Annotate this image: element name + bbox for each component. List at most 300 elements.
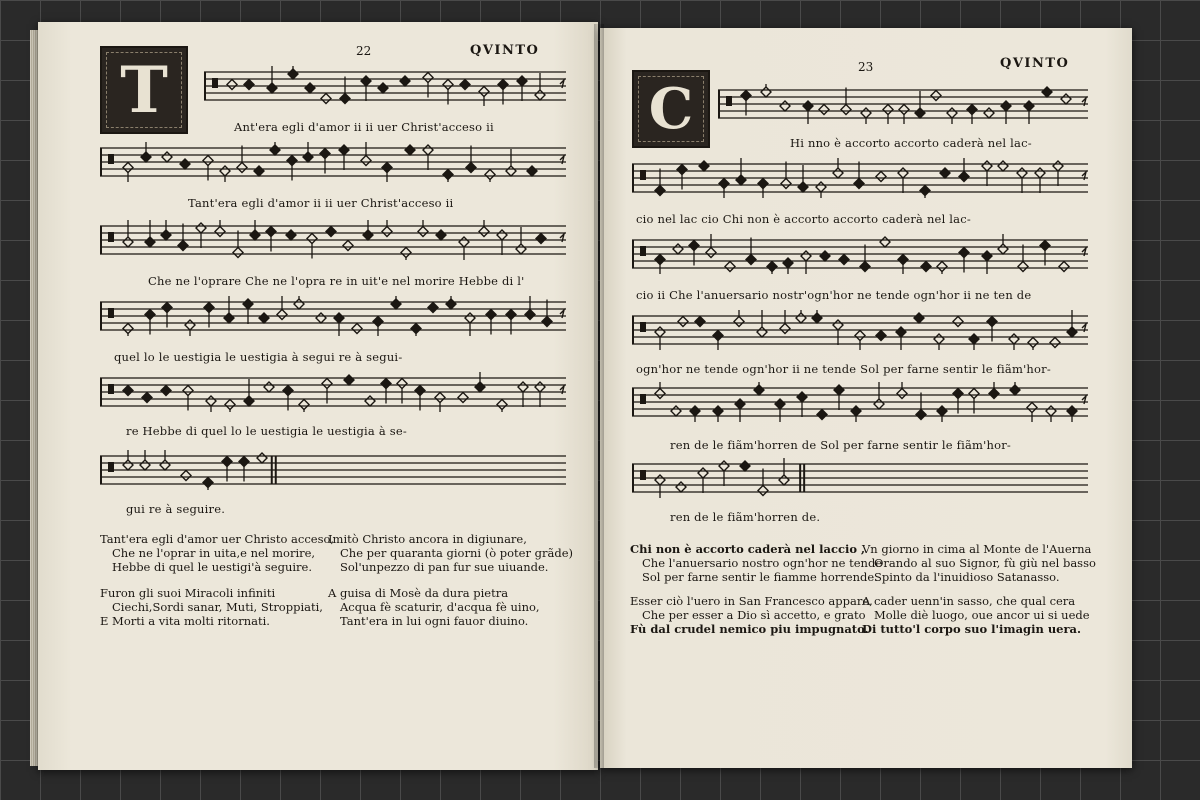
note-icon xyxy=(443,80,453,90)
note-icon xyxy=(690,406,700,416)
note-icon xyxy=(953,389,963,399)
note-icon xyxy=(288,69,298,79)
verse-line: E Morti a vita molti ritornati. xyxy=(100,614,270,628)
verse-line: Tant'era egli d'amor uer Christo acceso, xyxy=(100,532,335,546)
verse-line: A cader uenn'in sasso, che qual cera xyxy=(862,594,1076,608)
note-icon xyxy=(931,91,941,101)
note-icon xyxy=(1009,334,1019,344)
note-icon xyxy=(283,386,293,396)
note-icon xyxy=(259,313,269,323)
note-icon xyxy=(1035,168,1045,178)
note-icon xyxy=(233,248,243,258)
note-icon xyxy=(436,230,446,240)
note-icon xyxy=(497,230,507,240)
verse-line: Spinto da l'inuidioso Satanasso. xyxy=(874,570,1060,584)
note-icon xyxy=(671,406,681,416)
music-staff-5 xyxy=(100,372,566,412)
verse-line: Sol per farne sentir le fiamme horrende. xyxy=(642,570,878,584)
note-icon xyxy=(678,317,688,327)
note-icon xyxy=(758,179,768,189)
verse-stanza-2 xyxy=(862,542,1096,584)
note-icon xyxy=(1067,406,1077,416)
verse-line: Vn giorno in cima al Monte de l'Auerna xyxy=(862,542,1092,556)
music-staff-5 xyxy=(632,382,1088,422)
verse-line: Che per esser a Dio sì accetto, e grato xyxy=(642,608,866,622)
verse-line: Furon gli suoi Miracoli infiniti xyxy=(100,586,276,600)
note-icon xyxy=(854,179,864,189)
note-icon xyxy=(344,375,354,385)
note-icon xyxy=(967,105,977,115)
note-icon xyxy=(527,166,537,176)
note-icon xyxy=(498,80,508,90)
verse-line: Fù dal crudel nemico piu impugnato. xyxy=(630,622,869,636)
note-icon xyxy=(339,145,349,155)
music-staff-2 xyxy=(100,142,566,182)
note-icon xyxy=(719,461,729,471)
music-staff-4 xyxy=(100,296,566,336)
note-icon xyxy=(677,165,687,175)
note-icon xyxy=(1018,262,1028,272)
note-icon xyxy=(741,91,751,101)
note-icon xyxy=(820,251,830,261)
note-icon xyxy=(267,83,277,93)
verse-stanza-4 xyxy=(328,586,540,628)
note-icon xyxy=(361,76,371,86)
note-icon xyxy=(378,83,388,93)
verse-stanza-1 xyxy=(630,542,882,584)
lyric-line-1: Hi nno è accorto accorto caderà nel lac- xyxy=(790,136,1032,150)
note-icon xyxy=(1042,87,1052,97)
note-icon xyxy=(655,475,665,485)
note-icon xyxy=(754,385,764,395)
note-icon xyxy=(264,382,274,392)
music-staff-3 xyxy=(100,220,566,260)
note-icon xyxy=(178,241,188,251)
note-icon xyxy=(320,149,330,159)
note-icon xyxy=(947,108,957,118)
note-icon xyxy=(959,248,969,258)
note-icon xyxy=(161,230,171,240)
note-icon xyxy=(987,317,997,327)
music-staff-6 xyxy=(100,450,566,490)
note-icon xyxy=(758,486,768,496)
note-icon xyxy=(713,331,723,341)
note-icon xyxy=(937,262,947,272)
note-icon xyxy=(145,310,155,320)
note-icon xyxy=(984,108,994,118)
verse-line: Ciechi,Sordi sanar, Muti, Stroppiati, xyxy=(112,600,323,614)
note-icon xyxy=(734,317,744,327)
verse-line: Sol'unpezzo di pan fur sue uiuande. xyxy=(340,560,549,574)
verse-line: Che per quaranta giorni (ò poter grãde) xyxy=(340,546,574,560)
lyric-line-4: quel lo le uestigia le uestigia à segui re à segui- xyxy=(114,350,403,364)
note-icon xyxy=(698,468,708,478)
note-icon xyxy=(525,310,535,320)
note-icon xyxy=(203,156,213,166)
lyric-line-5: ren de le fiãm'horren de Sol per farne sentir le fiãm'hor- xyxy=(670,438,1012,452)
clef-icon xyxy=(640,470,646,480)
note-icon xyxy=(244,396,254,406)
note-icon xyxy=(953,317,963,327)
page-number: 22 xyxy=(356,44,372,58)
note-icon xyxy=(458,393,468,403)
note-icon xyxy=(982,251,992,261)
note-icon xyxy=(204,303,214,313)
note-icon xyxy=(465,313,475,323)
note-icon xyxy=(140,460,150,470)
note-icon xyxy=(244,80,254,90)
note-icon xyxy=(266,227,276,237)
note-icon xyxy=(797,392,807,402)
note-icon xyxy=(989,389,999,399)
note-icon xyxy=(897,389,907,399)
note-icon xyxy=(876,172,886,182)
lyric-line-6: ren de le fiãm'horren de. xyxy=(670,510,821,524)
note-icon xyxy=(506,310,516,320)
note-icon xyxy=(361,156,371,166)
note-icon xyxy=(239,457,249,467)
note-icon xyxy=(535,382,545,392)
note-icon xyxy=(655,327,665,337)
note-icon xyxy=(861,108,871,118)
note-icon xyxy=(161,386,171,396)
verse-line: A guisa di Mosè da dura pietra xyxy=(328,586,509,600)
left-page xyxy=(38,22,598,770)
note-icon xyxy=(466,163,476,173)
lyric-line-2: cio nel lac cio Chi non è accorto accorto caderà nel lac- xyxy=(636,212,971,226)
lyric-line-4: ogn'hor ne tende ogn'hor ii ne tende Sol per farne sentir le fiãm'hor- xyxy=(636,362,1051,376)
note-icon xyxy=(767,262,777,272)
note-icon xyxy=(322,379,332,389)
note-icon xyxy=(123,237,133,247)
note-icon xyxy=(185,320,195,330)
note-icon xyxy=(1010,385,1020,395)
note-icon xyxy=(934,334,944,344)
note-icon xyxy=(224,313,234,323)
note-icon xyxy=(695,317,705,327)
note-icon xyxy=(459,237,469,247)
note-icon xyxy=(326,227,336,237)
note-icon xyxy=(243,299,253,309)
note-icon xyxy=(803,101,813,111)
verse-line: Hebbe di quel le uestigi'à seguire. xyxy=(112,560,312,574)
note-icon xyxy=(162,303,172,313)
note-icon xyxy=(689,241,699,251)
note-icon xyxy=(363,230,373,240)
note-icon xyxy=(250,230,260,240)
note-icon xyxy=(969,334,979,344)
note-icon xyxy=(655,186,665,196)
note-icon xyxy=(405,145,415,155)
note-icon xyxy=(998,161,1008,171)
music-staff-4 xyxy=(632,310,1088,350)
lyric-line-6: gui re à seguire. xyxy=(126,502,226,516)
note-icon xyxy=(761,87,771,97)
note-icon xyxy=(123,460,133,470)
note-icon xyxy=(841,105,851,115)
note-icon xyxy=(757,327,767,337)
note-icon xyxy=(334,313,344,323)
verse-stanza-3 xyxy=(630,594,873,636)
note-icon xyxy=(397,379,407,389)
note-icon xyxy=(257,453,267,463)
note-icon xyxy=(123,386,133,396)
verse-line: Che ne l'oprar in uita,e nel morire, xyxy=(112,546,316,560)
note-icon xyxy=(699,161,709,171)
note-icon xyxy=(254,166,264,176)
note-icon xyxy=(896,327,906,337)
running-head: QVINTO xyxy=(470,43,540,58)
note-icon xyxy=(227,80,237,90)
note-icon xyxy=(307,234,317,244)
note-icon xyxy=(1024,101,1034,111)
note-icon xyxy=(779,475,789,485)
music-staff-2 xyxy=(632,158,1088,198)
note-icon xyxy=(655,389,665,399)
note-icon xyxy=(401,248,411,258)
note-icon xyxy=(1028,338,1038,348)
note-icon xyxy=(801,251,811,261)
clef-icon xyxy=(726,96,732,106)
note-icon xyxy=(485,170,495,180)
note-icon xyxy=(160,460,170,470)
verse-line: Tant'era in lui ogni fauor diuino. xyxy=(340,614,529,628)
note-icon xyxy=(123,163,133,173)
note-icon xyxy=(340,94,350,104)
note-icon xyxy=(1050,338,1060,348)
clef-icon xyxy=(640,322,646,332)
right-page xyxy=(600,28,1132,768)
note-icon xyxy=(898,255,908,265)
note-icon xyxy=(833,320,843,330)
note-icon xyxy=(400,76,410,86)
note-icon xyxy=(876,331,886,341)
note-icon xyxy=(860,262,870,272)
clef-icon xyxy=(108,384,114,394)
note-icon xyxy=(479,87,489,97)
clef-icon xyxy=(108,232,114,242)
music-staff-1 xyxy=(204,66,566,106)
note-icon xyxy=(423,73,433,83)
note-icon xyxy=(460,80,470,90)
note-icon xyxy=(475,382,485,392)
note-icon xyxy=(220,166,230,176)
note-icon xyxy=(736,175,746,185)
note-icon xyxy=(225,400,235,410)
note-icon xyxy=(706,248,716,258)
note-icon xyxy=(1061,94,1071,104)
lyric-line-5: re Hebbe di quel lo le uestigia le uestigia à se- xyxy=(126,424,407,438)
lyric-line-3: cio ii Che l'anuersario nostr'ogn'hor ne tende ogn'hor ii ne ten de xyxy=(636,288,1032,302)
note-icon xyxy=(162,152,172,162)
note-icon xyxy=(316,313,326,323)
note-icon xyxy=(880,237,890,247)
note-icon xyxy=(222,457,232,467)
note-icon xyxy=(486,310,496,320)
note-icon xyxy=(798,182,808,192)
note-icon xyxy=(373,317,383,327)
note-icon xyxy=(183,386,193,396)
note-icon xyxy=(142,393,152,403)
note-icon xyxy=(817,410,827,420)
note-icon xyxy=(479,227,489,237)
music-staff-3 xyxy=(632,234,1088,274)
note-icon xyxy=(1059,262,1069,272)
clef-icon xyxy=(640,394,646,404)
note-icon xyxy=(775,399,785,409)
note-icon xyxy=(180,159,190,169)
note-icon xyxy=(542,317,552,327)
note-icon xyxy=(411,324,421,334)
note-icon xyxy=(516,244,526,254)
note-icon xyxy=(123,324,133,334)
note-icon xyxy=(839,255,849,265)
verse-line: Imitò Christo ancora in digiunare, xyxy=(328,532,527,546)
note-icon xyxy=(898,168,908,178)
note-icon xyxy=(740,461,750,471)
note-icon xyxy=(535,90,545,100)
note-icon xyxy=(536,234,546,244)
note-icon xyxy=(382,163,392,173)
note-icon xyxy=(196,223,206,233)
note-icon xyxy=(819,105,829,115)
book-gutter xyxy=(594,24,604,768)
note-icon xyxy=(915,108,925,118)
running-head: QVINTO xyxy=(1000,56,1070,71)
verse-line: Molle diè luogo, oue ancor ui si uede xyxy=(874,608,1090,622)
note-icon xyxy=(418,227,428,237)
note-icon xyxy=(343,241,353,251)
note-icon xyxy=(796,313,806,323)
note-icon xyxy=(145,237,155,247)
note-icon xyxy=(181,471,191,481)
verse-stanza-1 xyxy=(100,532,334,574)
note-icon xyxy=(1001,101,1011,111)
clef-icon xyxy=(212,78,218,88)
note-icon xyxy=(969,389,979,399)
woodcut-initial-icon: C xyxy=(632,70,710,148)
note-icon xyxy=(497,400,507,410)
note-icon xyxy=(299,400,309,410)
note-icon xyxy=(655,255,665,265)
verse-line: Esser ciò l'uero in San Francesco appare, xyxy=(630,594,873,608)
note-icon xyxy=(1017,168,1027,178)
note-icon xyxy=(518,382,528,392)
note-icon xyxy=(940,168,950,178)
note-icon xyxy=(921,262,931,272)
music-staff-1 xyxy=(718,84,1088,124)
note-icon xyxy=(812,313,822,323)
note-icon xyxy=(415,386,425,396)
verse-line: Chi non è accorto caderà nel laccio , xyxy=(630,542,866,556)
note-icon xyxy=(435,393,445,403)
note-icon xyxy=(1053,161,1063,171)
page-number: 23 xyxy=(858,60,874,74)
note-icon xyxy=(203,478,213,488)
note-icon xyxy=(237,163,247,173)
note-icon xyxy=(673,244,683,254)
note-icon xyxy=(780,324,790,334)
note-icon xyxy=(916,410,926,420)
note-icon xyxy=(1067,327,1077,337)
note-icon xyxy=(833,168,843,178)
clef-icon xyxy=(108,154,114,164)
note-icon xyxy=(286,230,296,240)
note-icon xyxy=(816,182,826,192)
note-icon xyxy=(851,406,861,416)
note-icon xyxy=(381,379,391,389)
note-icon xyxy=(277,310,287,320)
note-icon xyxy=(287,156,297,166)
note-icon xyxy=(781,179,791,189)
note-icon xyxy=(713,406,723,416)
note-icon xyxy=(206,396,216,406)
note-icon xyxy=(735,399,745,409)
note-icon xyxy=(746,255,756,265)
clef-icon xyxy=(108,308,114,318)
note-icon xyxy=(305,83,315,93)
note-icon xyxy=(914,313,924,323)
note-icon xyxy=(141,152,151,162)
verse-line: Orando al suo Signor, fù giù nel basso xyxy=(874,556,1096,570)
note-icon xyxy=(855,331,865,341)
note-icon xyxy=(391,299,401,309)
note-icon xyxy=(834,385,844,395)
note-icon xyxy=(303,152,313,162)
verse-line: Di tutto'l corpo suo l'imagin uera. xyxy=(862,622,1082,636)
lyric-line-1: Ant'era egli d'amor ii ii uer Christ'acceso ii xyxy=(234,120,494,134)
note-icon xyxy=(382,227,392,237)
verse-stanza-3 xyxy=(100,586,323,628)
lyric-line-3: Che ne l'oprare Che ne l'opra re in uit'e nel morire Hebbe di l' xyxy=(148,274,525,288)
note-icon xyxy=(874,399,884,409)
verse-line: Acqua fè scaturir, d'acqua fè uino, xyxy=(340,600,540,614)
note-icon xyxy=(998,244,1008,254)
clef-icon xyxy=(640,246,646,256)
note-icon xyxy=(446,299,456,309)
note-icon xyxy=(676,482,686,492)
verse-stanza-2 xyxy=(328,532,573,574)
note-icon xyxy=(423,145,433,155)
note-icon xyxy=(725,262,735,272)
note-icon xyxy=(982,161,992,171)
verse-stanza-4 xyxy=(862,594,1090,636)
note-icon xyxy=(365,396,375,406)
note-icon xyxy=(352,324,362,334)
note-icon xyxy=(1027,403,1037,413)
note-icon xyxy=(780,101,790,111)
note-icon xyxy=(1040,241,1050,251)
note-icon xyxy=(899,105,909,115)
clef-icon xyxy=(640,170,646,180)
note-icon xyxy=(506,166,516,176)
lyric-line-2: Tant'era egli d'amor ii ii uer Christ'acceso ii xyxy=(188,196,454,210)
note-icon xyxy=(321,94,331,104)
note-icon xyxy=(428,303,438,313)
note-icon xyxy=(443,170,453,180)
note-icon xyxy=(783,258,793,268)
note-icon xyxy=(517,76,527,86)
note-icon xyxy=(937,406,947,416)
clef-icon xyxy=(108,462,114,472)
woodcut-initial-icon: T xyxy=(100,46,188,134)
note-icon xyxy=(294,299,304,309)
note-icon xyxy=(270,145,280,155)
note-icon xyxy=(215,227,225,237)
note-icon xyxy=(920,186,930,196)
note-icon xyxy=(883,105,893,115)
note-icon xyxy=(719,179,729,189)
